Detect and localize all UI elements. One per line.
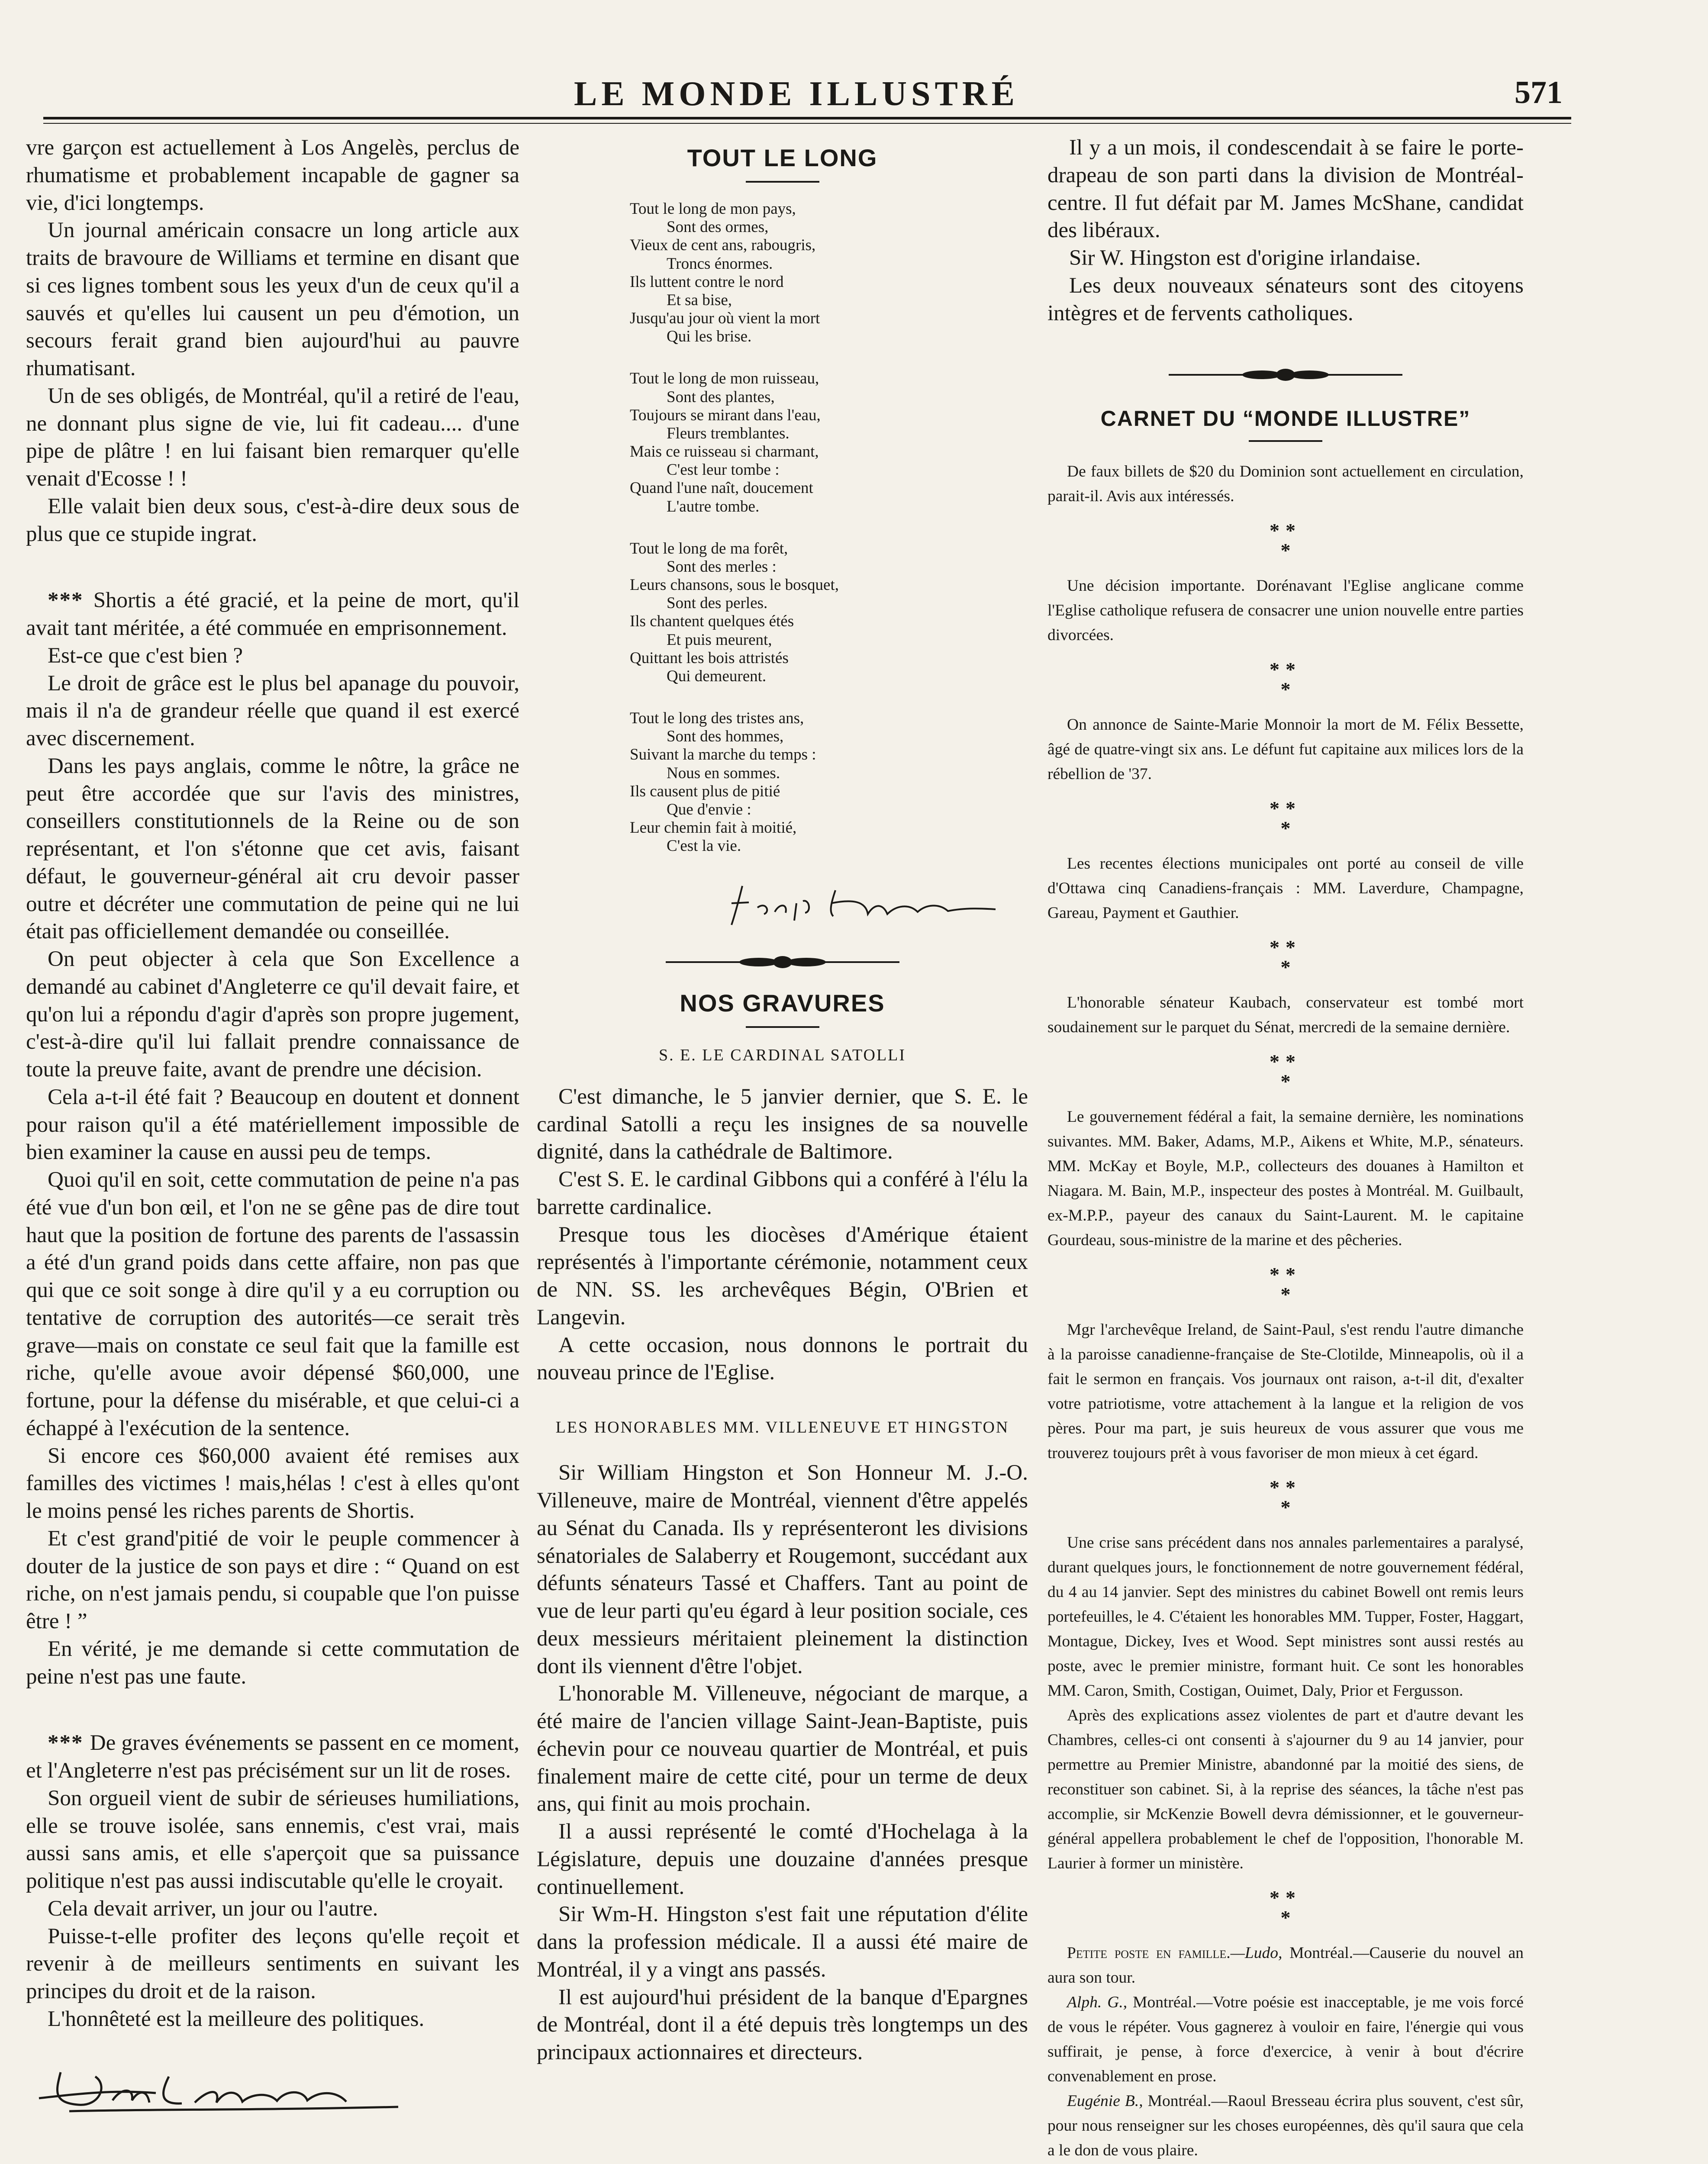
paragraph: Le droit de grâce est le plus bel apanage du pouvoir, mais il n'a de grandeur réelle que quand il est exercé avec discernement. (26, 671, 519, 750)
poem-signature-graphic (723, 877, 1000, 929)
star-separator (1047, 799, 1524, 838)
poem-line: Suivant la marche du temps : (630, 746, 816, 764)
paragraph: Cela devait arriver, un jour ou l'autre. (48, 1896, 378, 1921)
star-separator (1047, 1478, 1524, 1517)
stars-bottom: * (1280, 1496, 1291, 1518)
paragraph: Et c'est grand'pitié de voir le peuple commencer à douter de la justice de son pays et dire : “ Quand on est riche, on n'est jamais pendu, si coupable que l'on puisse être ! ” (26, 1526, 519, 1633)
news-item: Les recentes élections municipales ont porté au conseil de ville d'Ottawa cinq Canadiens-français : MM. Laverdure, Champagne, Gareau, Payment et Gauthier. (1047, 854, 1524, 922)
paragraph: A cette occasion, nous donnons le portrait du nouveau prince de l'Eglise. (537, 1333, 1028, 1385)
title-rule (1249, 440, 1322, 442)
page-header (43, 65, 1563, 126)
stars-bottom: * (1280, 678, 1291, 700)
stars-bottom: * (1280, 539, 1291, 561)
poem-line: C'est la vie. (667, 837, 741, 855)
poem-line: Jusqu'au jour où vient la mort (630, 309, 820, 328)
poem-line: Troncs énormes. (667, 254, 773, 273)
stars-top: ** (1270, 936, 1302, 958)
subsection-title: S. E. LE CARDINAL SATOLLI (658, 1046, 906, 1065)
poem-title: TOUT LE LONG (687, 144, 878, 171)
poem-line: C'est leur tombe : (667, 461, 780, 479)
divider-left-swell (1242, 370, 1281, 379)
paragraph: Dans les pays anglais, comme le nôtre, la grâce ne peut être accordée que sur l'avis des ministres, conseillers constitutionnels de la Reine ou de son représentant, et l'on s'étonne que cet avis, faisant défaut, le gouverneur-général ait cru devoir passer outre et décréter une commutation de peine qui ne lui était pas officiellement demandée ou conseillée. (26, 754, 519, 944)
stars-bottom: * (1280, 1283, 1291, 1305)
stars-top: ** (1270, 797, 1302, 819)
poem-line: Fleurs tremblantes. (667, 424, 790, 442)
paragraph: Sir Wm-H. Hingston s'est fait une réputation d'élite dans la profession médicale. Il a aussi été maire de Montréal, il y a vingt ans passés. (537, 1902, 1028, 1982)
poem-line: Leurs chansons, sous le bosquet, (630, 576, 839, 594)
paragraph: L'honnêteté est la meilleure des politiques. (48, 2006, 425, 2031)
column-1 (26, 134, 519, 2127)
paragraph: Puisse-t-elle profiter des leçons qu'elle reçoit et revenir à de meilleurs sentiments en suivant les principes du droit et de la raison. (26, 1924, 519, 2003)
paragraph: Sir William Hingston et Son Honneur M. J.-O. Villeneuve, maire de Montréal, viennent d'être appelés au Sénat du Canada. Ils y représenteront les divisions sénatoriales de Salaberry et Rougemont, succédant aux défunts sénateurs Tassé et Chaffers. Tant au point de vue de leur parti qu'eu égard à leur position sociale, ces deux messieurs méritaient pleinement la distinction dont ils viennent d'être l'objet. (537, 1461, 1028, 1678)
paragraph: Les deux nouveaux sénateurs sont des citoyens intègres et de fervents catholiques. (1047, 273, 1524, 325)
poem-line: Mais ce ruisseau si charmant, (630, 443, 819, 461)
ornamental-divider (666, 953, 899, 971)
news-item: Après des explications assez violentes de part et d'autre devant les Chambres, celles-ci ont consenti à s'ajourner du 9 au 14 janvier, pour permettre au Premier Ministre, abandonné par la moitié des siens, de reconstituer son cabinet. Si, à la reprise des séances, la tâche n'est pas accomplie, sir McKenzie Bowell devra démissionner, et le gouverneur-général appellera probablement le chef de l'opposition, l'honorable M. Laurier à former un ministère. (1047, 1706, 1524, 1872)
stars-top: ** (1270, 1886, 1302, 1909)
divider-right-swell (1290, 370, 1329, 379)
paragraph: Elle valait bien deux sous, c'est-à-dire deux sous de plus que ce stupide ingrat. (26, 494, 519, 546)
star-separator (1047, 937, 1524, 977)
poem-line: Tout le long de ma forêt, (630, 539, 788, 557)
paragraph: Son orgueil vient de subir de sérieuses humiliations, elle se trouve isolée, sans ennemis, c'est vrai, mais aussi sans amis, et elle s'aperçoit que sa puissance politique n'est pas aussi indiscutable qu'elle le croyait. (26, 1786, 519, 1893)
correspondent-name: —Ludo, (1230, 1944, 1283, 1962)
mailbag-item (1047, 1990, 1524, 2089)
star-separator (1047, 1888, 1524, 1928)
poem-line: Nous en sommes. (667, 764, 780, 782)
stanza-gap (630, 686, 1028, 709)
poem-line: Ils causent plus de pitié (630, 782, 780, 800)
ornamental-divider (1169, 366, 1402, 383)
stars-top: ** (1270, 1476, 1302, 1498)
divider-left-swell (739, 958, 778, 966)
poem-line: Qui les brise. (667, 328, 752, 346)
paragraph: Cela a-t-il été fait ? Beaucoup en doutent et donnent pour raison qu'il a été matériellement impossible de bien examiner la cause en aussi peu de temps. (26, 1085, 519, 1165)
news-item: L'honorable sénateur Kaubach, conservateur est tombé mort soudainement sur le parquet du Sénat, mercredi de la semaine dernière. (1047, 993, 1524, 1036)
poem-line: Sont des plantes, (667, 388, 775, 406)
paragraph: Si encore ces $60,000 avaient été remises aux familles des victimes ! mais,hélas ! c'est à elles qu'ont le moins pensé les riches parents de Shortis. (26, 1443, 519, 1523)
title-rule (746, 1026, 819, 1028)
mailbag-heading: Petite poste en famille. (1067, 1944, 1231, 1962)
stars-bottom: * (1280, 817, 1291, 839)
section-title: NOS GRAVURES (680, 989, 885, 1017)
star-separator (1047, 660, 1524, 699)
star-separator (1047, 521, 1524, 560)
column-3 (1047, 134, 1524, 2164)
paragraph: Est-ce que c'est bien ? (48, 643, 243, 668)
news-item: Une décision importante. Dorénavant l'Eglise anglicane comme l'Eglise catholique refusera de consacrer une union nouvelle entre parties divorcées. (1047, 576, 1524, 644)
poem-line: Sont des merles : (667, 557, 777, 576)
signature-graphic (26, 2046, 416, 2120)
paragraph: Il est aujourd'hui président de la banque d'Epargnes de Montréal, dont il a été depuis très longtemps un des principaux actionnaires et directeurs. (537, 1985, 1028, 2065)
poem-line: Tout le long de mon pays, (630, 200, 796, 218)
poem-line: Quand l'une naît, doucement (630, 479, 813, 497)
paragraph-text: Shortis a été gracié, et la peine de mort, qu'il avait tant méritée, a été commuée en emprisonnement. (26, 588, 520, 640)
header-rule-thin (43, 123, 1571, 124)
paragraph (26, 587, 519, 642)
poem-signature (723, 877, 1028, 937)
mailbag-item (1047, 2089, 1524, 2163)
news-item: Une crise sans précédent dans nos annales parlementaires a paralysé, durant quelques jours, le fonctionnement de notre gouvernement fédéral, du 4 au 14 janvier. Sept des ministres du cabinet Bowell ont remis leurs portefeuilles, le 4. C'étaient les honorables MM. Tupper, Foster, Haggart, Montague, Dickey, Ives et Wood. Sept ministres sont aussi restés au poste, avec le premier ministre, formant huit. Ce sont les honorables MM. Caron, Smith, Costigan, Ouimet, Daly, Prior et Fergusson. (1047, 1533, 1524, 1700)
paragraph: Il y a un mois, il condescendait à se faire le porte-drapeau de son parti dans la division de Montréal-centre. Il fut défait par M. James McShane, candidat des libéraux. (1047, 135, 1524, 243)
paragraph: L'honorable M. Villeneuve, négociant de marque, a été maire de l'ancien village Saint-Jean-Baptiste, puis échevin pour ce nouveau quartier de Montréal, et puis finalement maire de cette cité, pour un terme de deux ans, qui finit au mois prochain. (537, 1681, 1028, 1816)
poem-line: Et puis meurent, (667, 631, 772, 649)
paragraph-text: De graves événements se passent en ce moment, et l'Angleterre n'est pas précisément sur un lit de roses. (26, 1731, 520, 1783)
header-rule-thick (43, 117, 1571, 119)
mailbag-item (1047, 1941, 1524, 1990)
poem (630, 200, 1028, 856)
poem-line: Quittant les bois attristés (630, 649, 789, 667)
paragraph: vre garçon est actuellement à Los Angelès, perclus de rhumatisme et probablement incapable de gagner sa vie, d'ici longtemps. (26, 135, 519, 215)
section-gap (26, 548, 519, 587)
paragraph: Il a aussi représenté le comté d'Hochelaga à la Législature, depuis une douzaine d'années presque continuellement. (537, 1819, 1028, 1899)
star-separator (1047, 1052, 1524, 1092)
poem-line: Et sa bise, (667, 291, 732, 309)
paragraph: Un de ses obligés, de Montréal, qu'il a retiré de l'eau, ne donnant plus signe de vie, lui fit cadeau.... d'une pipe de plâtre ! en lui faisant bien remarquer qu'elle venait d'Ecosse ! ! (26, 383, 519, 491)
news-item: Mgr l'archevêque Ireland, de Saint-Paul, s'est rendu l'autre dimanche à la paroisse canadienne-française de Ste-Clotilde, Minneapolis, où il a fait le sermon en français. Vos journaux ont raison, a-t-il dit, d'exalter votre patriotisme, votre attachement à la langue et la religion de vos pères. Pour ma part, je suis heureux de vous assurer que vous me trouverez toujours prêt à vous favoriser de mon mieux à cet égard. (1047, 1320, 1524, 1462)
divider-right-swell (787, 958, 826, 966)
poem-line: Ils chantent quelques étés (630, 612, 794, 631)
stanza-gap (630, 346, 1028, 370)
masthead-title: LE MONDE ILLUSTRÉ (574, 75, 1019, 113)
stars-bottom: * (1280, 956, 1291, 978)
poem-line: Ils luttent contre le nord (630, 273, 784, 291)
mailbag-text: Montréal.—Raoul Bresseau écrira plus souvent, c'est sûr, pour nous renseigner sur les choses européennes, dès qu'il saura que cela a le don de vous plaire. (1047, 2092, 1524, 2159)
paragraph: Sir W. Hingston est d'origine irlandaise. (1069, 246, 1421, 270)
paragraph: On peut objecter à cela que Son Excellence a demandé au cabinet d'Angleterre ce qu'il devait faire, et qu'on lui a répondu d'agir d'après son propre jugement, c'est-à-dire qu'il lui fallait prendre connaissance de toute la preuve faite, avant de prendre une décision. (26, 947, 519, 1082)
title-rule (746, 181, 819, 183)
section-gap (26, 1691, 519, 1729)
correspondent-name: Alph. G., (1067, 1993, 1128, 2011)
star-separator (1047, 1265, 1524, 1304)
poem-line: L'autre tombe. (667, 497, 760, 515)
poem-line: Tout le long de mon ruisseau, (630, 370, 819, 388)
asterism: *** (48, 1731, 90, 1755)
poem-line: Qui demeurent. (667, 667, 767, 685)
poem-line: Tout le long des tristes ans, (630, 709, 804, 728)
news-item: De faux billets de $20 du Dominion sont actuellement en circulation, parait-il. Avis aux intéressés. (1047, 462, 1524, 505)
paragraph: Presque tous les diocèses d'Amérique étaient représentés à l'importante cérémonie, notamment ceux de NN. SS. les archevêques Bégin, O'Brien et Langevin. (537, 1222, 1028, 1330)
stanza-gap (630, 516, 1028, 540)
mailbag-text: Montréal.—Votre poésie est inacceptable, je me vois forcé de vous le répéter. Vous gagnerez à vouloir en faire, l'énergie qui vous suffirait, je pense, à force d'exercice, à venir à bout d'écrire convenablement en prose. (1047, 1993, 1524, 2085)
poem-line: Leur chemin fait à moitié, (630, 819, 797, 837)
poem-line: Toujours se mirant dans l'eau, (630, 406, 821, 424)
column-2 (537, 134, 1028, 2067)
news-item: On annonce de Sainte-Marie Monnoir la mort de M. Félix Bessette, âgé de quatre-vingt six ans. Le défunt fut capitaine aux milices lors de la rébellion de '37. (1047, 715, 1524, 783)
news-briefs (1047, 459, 1524, 2164)
signature-leon-ledieu (26, 2046, 519, 2127)
asterism: *** (48, 588, 93, 613)
stars-bottom: * (1280, 1906, 1291, 1929)
correspondent-name: Eugénie B., (1067, 2092, 1143, 2110)
stars-bottom: * (1280, 1070, 1291, 1092)
section-title: CARNET DU “MONDE ILLUSTRE” (1100, 406, 1471, 431)
paragraph: C'est S. E. le cardinal Gibbons qui a conféré à l'élu la barrette cardinalice. (537, 1167, 1028, 1219)
stars-top: ** (1270, 519, 1302, 541)
paragraph: Quoi qu'il en soit, cette commutation de peine n'a pas été vue d'un bon œil, et l'on ne se gêne pas de dire tout haut que la position de fortune des parents de l'assassin a été d'un grand poids dans cette affaire, non pas que qui que ce soit songe à dire qu'il y a eu corruption ou tentative de corruption des autorités—ce serait très grave—mais on constate ce seul fait que la famille est riche, qu'elle avoue avoir dépensé $60,000, une fortune, pour la défense du misérable, et que celui-ci a échappé à l'exécution de la sentence. (26, 1168, 519, 1440)
stars-top: ** (1270, 658, 1302, 680)
subsection-title: LES HONORABLES MM. VILLENEUVE ET HINGSTON (555, 1418, 1009, 1436)
poem-line: Vieux de cent ans, rabougris, (630, 236, 816, 254)
news-item: Le gouvernement fédéral a fait, la semaine dernière, les nominations suivantes. MM. Baker, Adams, M.P., Aikens et White, M.P., sénateurs. MM. McKay et Boyle, M.P., collecteurs des douanes à Hamilton et Niagara. M. Bain, M.P., inspecteur des postes à Montréal. M. Guilbault, ex-M.P.P., payeur des canaux du Saint-Laurent. M. le capitaine Gourdeau, sous-ministre de la marine et des pêcheries. (1047, 1108, 1524, 1249)
page-number: 571 (1515, 75, 1563, 110)
stars-top: ** (1270, 1263, 1302, 1285)
paragraph: Un journal américain consacre un long article aux traits de bravoure de Williams et termine en disant que si ces lignes tombent sous les yeux d'un de ceux qu'il a sauvés et qu'elles lui causent un peu d'émotion, un secours ferait grand bien aujourd'hui au pauvre rhumatisant. (26, 218, 519, 380)
poem-line: Que d'envie : (667, 800, 751, 818)
poem-line: Sont des perles. (667, 594, 768, 612)
poem-line: Sont des ormes, (667, 218, 769, 236)
poem-line: Sont des hommes, (667, 728, 784, 746)
mailbag-text: Montréal.—Causerie du nouvel an aura son tour. (1047, 1944, 1524, 1987)
stars-top: ** (1270, 1050, 1302, 1072)
paragraph: C'est dimanche, le 5 janvier dernier, que S. E. le cardinal Satolli a reçu les insignes de sa nouvelle dignité, dans la cathédrale de Baltimore. (537, 1084, 1028, 1164)
paragraph (26, 1729, 519, 1785)
paragraph: En vérité, je me demande si cette commutation de peine n'est pas une faute. (26, 1636, 519, 1689)
